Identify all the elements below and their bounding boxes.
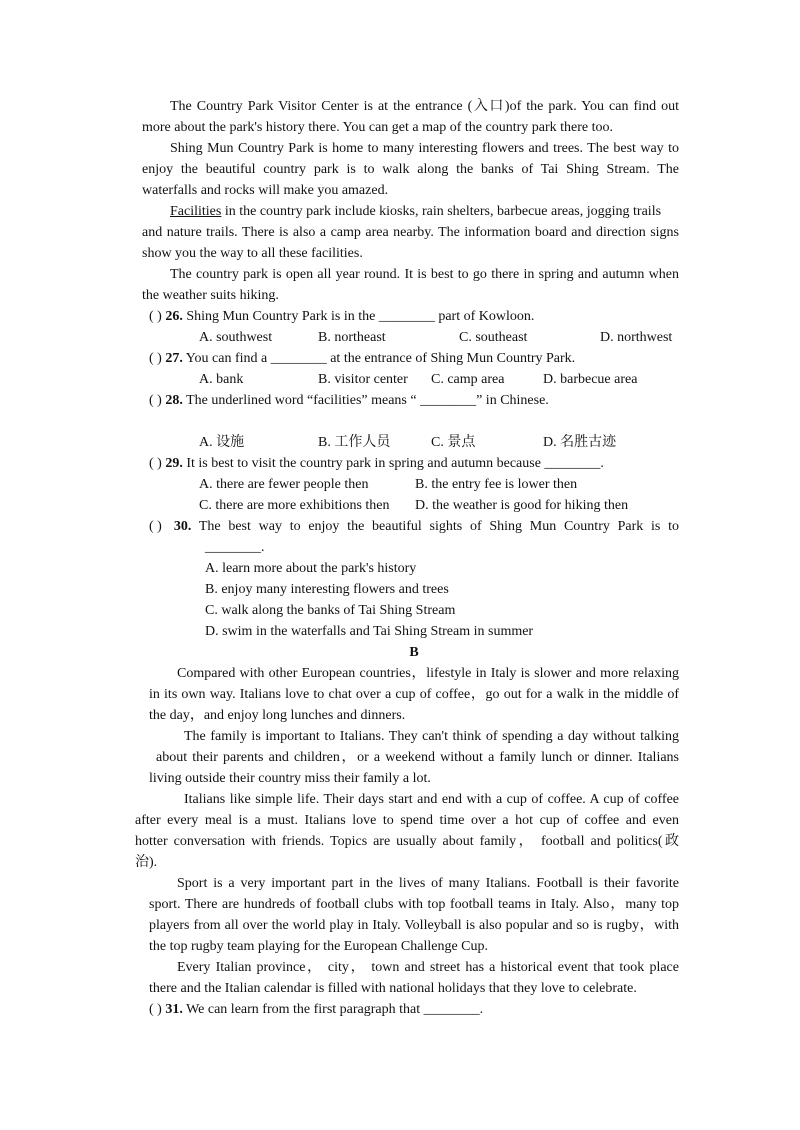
passage-b-p3-line4: 治). [135,855,158,870]
question-number: 30. [173,519,192,534]
passage-a-p3-line1 [170,202,679,222]
q30-option-a[interactable]: A. learn more about the park's history [205,561,417,576]
q28-option-c[interactable]: C. 景点 [431,435,476,450]
passage-b-p2-line1: The family is important to Italians. They can't think of spending a day without talking [184,729,679,744]
q27-option-a[interactable]: A. bank [199,372,244,387]
question-number: 27. [165,351,183,366]
q27-option-c[interactable]: C. camp area [431,372,505,387]
passage-b-p2-line2: about their parents and children，or a weekend without a family lunch or dinner. Italians [156,750,679,765]
passage-a-p1-line1: The Country Park Visitor Center is at the entrance (入口)of the park. You can find out [170,99,679,114]
passage-b-p5-line1: Every Italian province， city， town and street has a historical event that took place [177,960,679,975]
passage-b-p5-line2: there and the Italian calendar is filled with national holidays that they love to celebrate. [149,981,637,996]
q27-option-d[interactable]: D. barbecue area [543,372,638,387]
question-29 [149,454,604,474]
question-number: 31. [165,1002,183,1017]
answer-paren[interactable]: ( ) [149,309,162,324]
q30-option-d[interactable]: D. swim in the waterfalls and Tai Shing Stream in summer [205,624,534,639]
q26-option-d[interactable]: D. northwest [600,330,673,345]
answer-paren[interactable]: ( ) [149,351,162,366]
question-number: 28. [165,393,183,408]
question-30-stem-line [174,517,679,537]
passage-b-p4-line1: Sport is a very important part in the lives of many Italians. Football is their favorite [177,876,679,891]
q28-option-b[interactable]: B. 工作人员 [318,435,391,450]
passage-b-p3-line1: Italians like simple life. Their days start and end with a cup of coffee. A cup of coffee [184,792,679,807]
question-stem: It is best to visit the country park in spring and autumn because ________. [182,456,604,471]
question-27 [149,349,575,369]
question-28 [149,391,549,411]
answer-paren[interactable]: ( ) [149,393,162,408]
q27-option-b[interactable]: B. visitor center [318,372,408,387]
answer-paren[interactable]: ( ) [149,519,162,534]
q30-option-b[interactable]: B. enjoy many interesting flowers and trees [205,582,449,597]
underlined-word-facilities: Facilities [170,204,222,219]
passage-a-p3-line2: and nature trails. There is also a camp area nearby. The information board and direction signs [142,225,679,240]
passage-b-p4-line3: players from all over the world play in Italy. Volleyball is also popular and so is rugby，with [149,918,679,933]
passage-b-p1-line2: in its own way. Italians love to chat over a cup of coffee，go out for a walk in the middle of [149,687,679,702]
question-30 [149,517,679,537]
question-stem: The underlined word “facilities” means “ ________” in Chinese. [182,393,549,408]
passage-a-p3-line3: show you the way to all these facilities. [142,246,363,261]
passage-b-p3-line2: after every meal is a must. Italians love to spend time over a hot cup of coffee and even [135,813,679,828]
passage-a-p4-line2: the weather suits hiking. [142,288,279,303]
q26-option-c[interactable]: C. southeast [459,330,528,345]
passage-a-p1-line2: more about the park's history there. You can get a map of the country park there too. [142,120,614,135]
q29-option-a[interactable]: A. there are fewer people then [199,477,369,492]
question-30-stem-cont: ________. [205,540,265,555]
q29-option-c[interactable]: C. there are more exhibitions then [199,498,390,513]
q26-option-b[interactable]: B. northeast [318,330,386,345]
question-stem: The best way to enjoy the beautiful sights of Shing Mun Country Park is to [191,519,679,534]
passage-a-p2-line2: enjoy the beautiful country park is to walk along the banks of Tai Shing Stream. The [142,162,679,177]
passage-b-p1-line3: the day，and enjoy long lunches and dinners. [149,708,406,723]
question-26 [149,307,534,327]
question-stem: We can learn from the first paragraph that ________. [182,1002,484,1017]
passage-b-p1-line1: Compared with other European countries，lifestyle in Italy is slower and more relaxing [177,666,679,681]
passage-a-p4-line1: The country park is open all year round. It is best to go there in spring and autumn when [170,267,679,282]
passage-b-p3-line3: hotter conversation with friends. Topics are usually about family， football and politics(政 [135,834,679,849]
section-b-heading: B [409,645,419,660]
passage-b-p4-line2: sport. There are hundreds of football clubs with top football teams in Italy. Also，many top [149,897,679,912]
question-number: 29. [165,456,183,471]
question-stem: You can find a ________ at the entrance of Shing Mun Country Park. [182,351,576,366]
passage-a-p2-line3: waterfalls and rocks will make you amazed. [142,183,389,198]
question-stem: Shing Mun Country Park is in the ________ part of Kowloon. [182,309,535,324]
question-number: 26. [165,309,183,324]
q28-option-a[interactable]: A. 设施 [199,435,245,450]
answer-paren[interactable]: ( ) [149,1002,162,1017]
q28-option-d[interactable]: D. 名胜古迹 [543,435,617,450]
passage-b-p2-line3: living outside their country miss their family a lot. [149,771,431,786]
answer-paren[interactable]: ( ) [149,456,162,471]
passage-a-p2-line1: Shing Mun Country Park is home to many interesting flowers and trees. The best way to [170,141,679,156]
q30-option-c[interactable]: C. walk along the banks of Tai Shing Stream [205,603,456,618]
passage-a-p3-line1-rest: in the country park include kiosks, rain shelters, barbecue areas, jogging trails [221,204,662,219]
q29-option-d[interactable]: D. the weather is good for hiking then [415,498,629,513]
passage-b-p4-line4: the top rugby team playing for the European Challenge Cup. [149,939,489,954]
q26-option-a[interactable]: A. southwest [199,330,273,345]
q29-option-b[interactable]: B. the entry fee is lower then [415,477,578,492]
question-31 [149,1000,483,1020]
